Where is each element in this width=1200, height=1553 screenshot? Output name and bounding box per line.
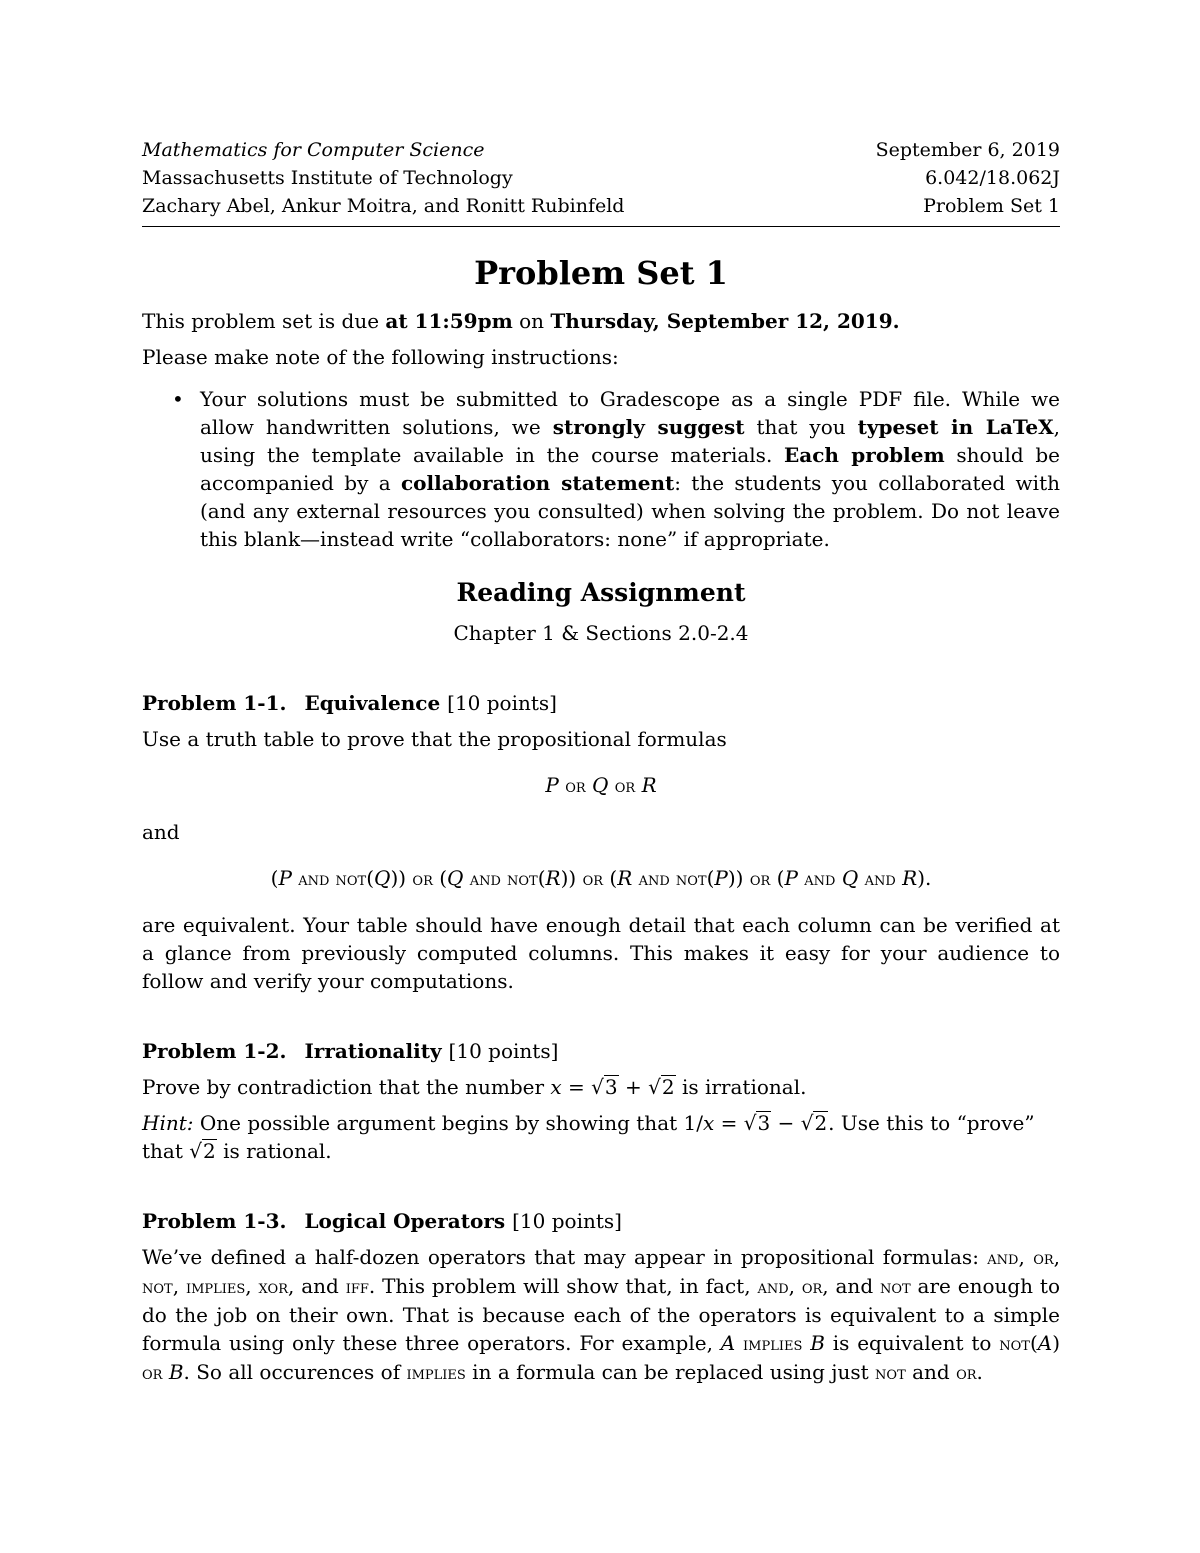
formula-1: P or Q or R xyxy=(545,773,657,797)
list-item: • Your solutions must be submitted to Gradescope as a single PDF file. While we allow handwritten solutions, we strongly suggest that you typeset in LaTeX, using the template available in the course materials. Each problem should be accompanied by a collaboration statement: the students you collaborated with (and any external resources you consulted) when solving the problem. Do not leave this blank—instead write “collaborators: none” if appropriate. xyxy=(200,385,1060,553)
problem-1-1-body: are equivalent. Your table should have enough detail that each column can be verified at a glance from previously computed columns. This makes it easy for your audience to follow and verify your computations. xyxy=(142,913,1060,993)
reading-chapters: Chapter 1 & Sections 2.0-2.4 xyxy=(453,621,749,645)
header-row-3 xyxy=(142,192,1060,220)
reading-heading: Reading Assignment xyxy=(456,578,746,607)
instructions-list xyxy=(142,385,1060,553)
header-row-2 xyxy=(142,164,1060,192)
page-title: Problem Set 1 xyxy=(474,254,728,292)
header-row-1 xyxy=(142,136,1060,164)
instructions-intro: Please make note of the following instructions: xyxy=(142,345,619,369)
problem-1-2-hint: Hint: One possible argument begins by showing that 1/x = √3 − √2. Use this to “prove” that √2 is rational. xyxy=(142,1111,1035,1163)
problem-1-2-heading: Problem 1-2. Irrationality [10 points] xyxy=(142,1039,559,1063)
problem-1-3-body: We’ve defined a half-dozen operators that may appear in propositional formulas: and, or, not, implies, xor, and iff. This problem will show that, in fact, and, or, and not are enough to do the job on their own. That is because each of the operators is equivalent to a simple formula using only these three operators. For example, A implies B is equivalent to not(A) or B. So all occurences of implies in a formula can be replaced using just not and or. xyxy=(142,1245,1061,1384)
due-line: This problem set is due at 11:59pm on Thursday, September 12, 2019. xyxy=(142,309,900,333)
header-rule xyxy=(142,226,1060,227)
date: September 6, 2019 xyxy=(875,139,1060,161)
course-title: Mathematics for Computer Science xyxy=(142,139,485,161)
and-word: and xyxy=(142,820,180,844)
pset-label: Problem Set 1 xyxy=(923,195,1060,217)
problem-1-3-heading: Problem 1-3. Logical Operators [10 points] xyxy=(142,1209,622,1233)
problem-1-2-statement: Prove by contradiction that the number x = √3 + √2 is irrational. xyxy=(142,1075,807,1099)
problem-1-1-heading: Problem 1-1. Equivalence [10 points] xyxy=(142,691,557,715)
course-number: 6.042/18.062J xyxy=(925,167,1060,189)
instructors: Zachary Abel, Ankur Moitra, and Ronitt Rubinfeld xyxy=(142,195,625,217)
problem-1-1-intro: Use a truth table to prove that the propositional formulas xyxy=(142,727,727,751)
formula-2: (P and not(Q)) or (Q and not(R)) or (R and not(P)) or (P and Q and R). xyxy=(270,866,932,890)
institution: Massachusetts Institute of Technology xyxy=(142,167,513,189)
page xyxy=(142,136,1060,1387)
